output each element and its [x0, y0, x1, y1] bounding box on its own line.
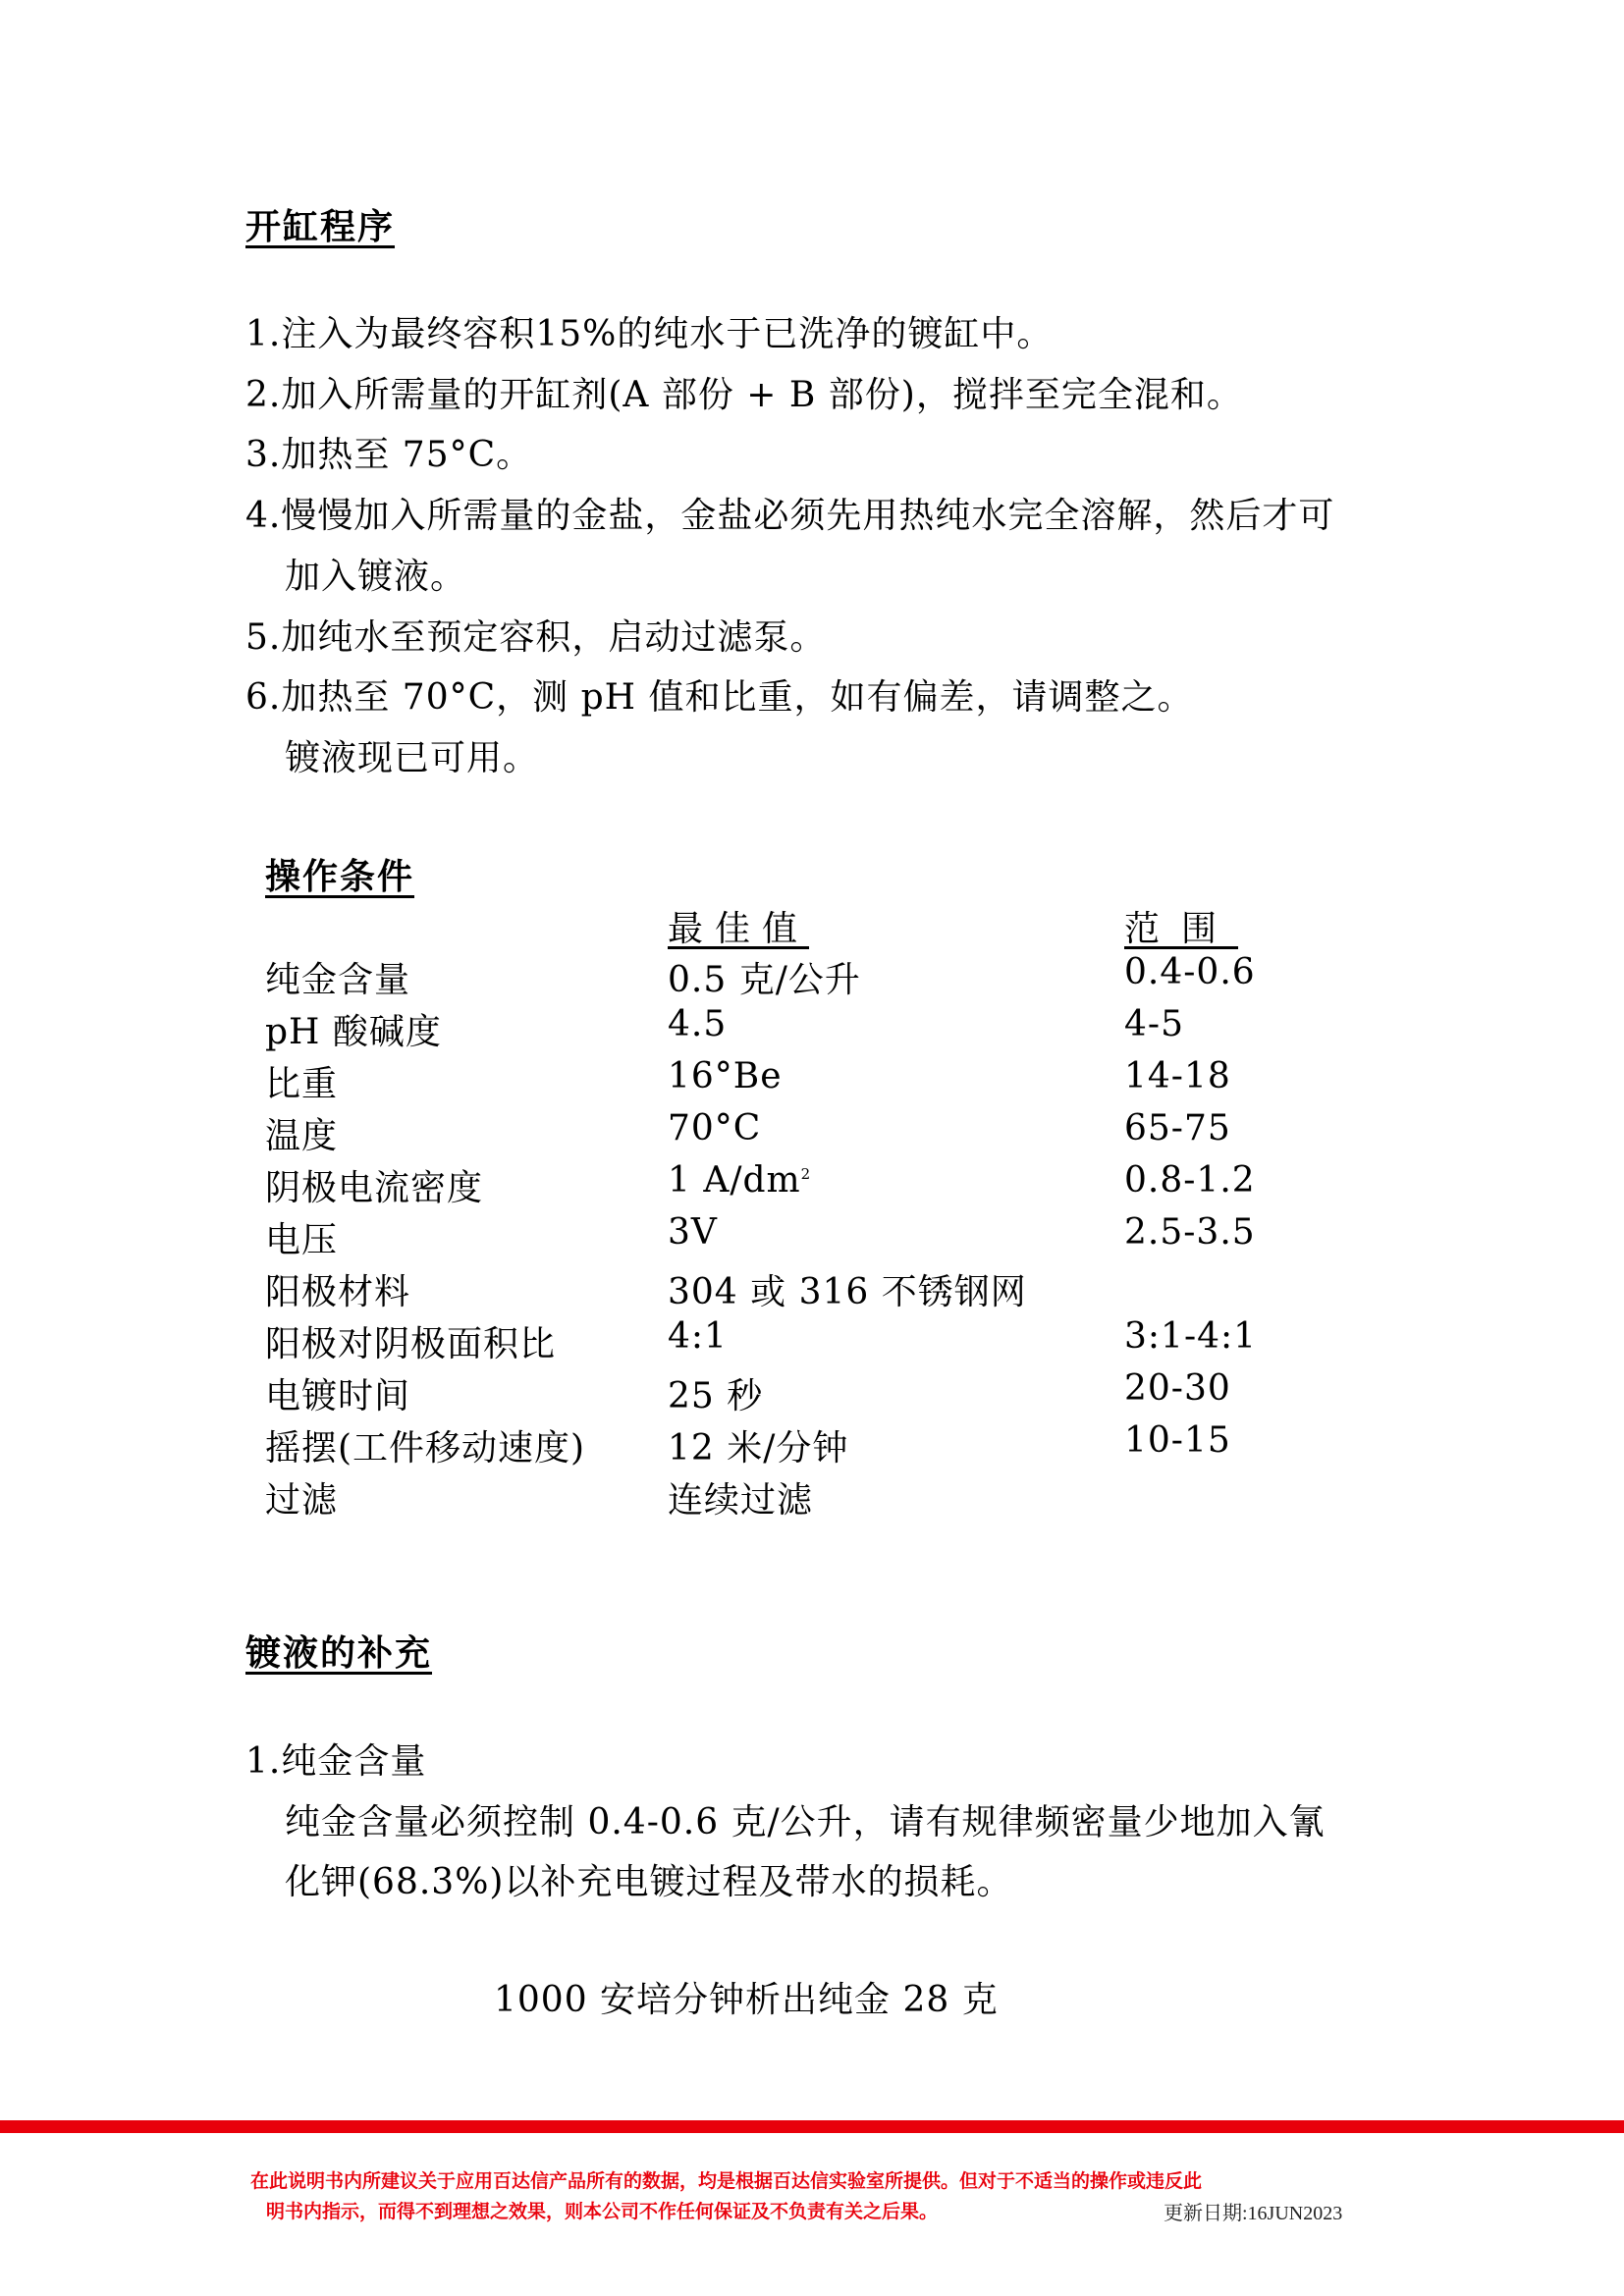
row-label: 电镀时间 — [265, 1376, 411, 1416]
row-optimal: 25 秒 — [668, 1376, 764, 1416]
row-label: 温度 — [265, 1116, 339, 1156]
row-label: 电压 — [265, 1220, 339, 1260]
replenish-item-body: 纯金含量必须控制 0.4-0.6 克/公升，请有规律频密量少地加入氰 — [285, 1802, 1326, 1842]
row-label: 阳极对阴极面积比 — [265, 1324, 557, 1364]
row-optimal: 0.5 克/公升 — [668, 960, 861, 1000]
row-optimal: 连续过滤 — [668, 1480, 814, 1521]
step-line: 5.加纯水至预定容积，启动过滤泵。 — [245, 617, 827, 658]
row-range: 14-18 — [1124, 1056, 1231, 1096]
row-optimal: 12 米/分钟 — [668, 1428, 849, 1468]
row-label: 比重 — [265, 1064, 339, 1104]
replenish-item-body: 化钾(68.3%)以补充电镀过程及带水的损耗。 — [285, 1862, 1013, 1902]
row-range: 3:1-4:1 — [1124, 1316, 1258, 1357]
row-optimal: 4:1 — [668, 1316, 728, 1357]
column-header-range: 范围 — [1124, 909, 1239, 949]
update-date: 更新日期:16JUN2023 — [1164, 2203, 1343, 2224]
disclaimer-line: 在此说明书内所建议关于应用百达信产品所有的数据，均是根据百达信实验室所提供。但对于不适当的操作或违反此 — [250, 2170, 1203, 2192]
row-optimal-text: 1 A/dm — [668, 1160, 801, 1201]
step-line: 2.加入所需量的开缸剂(A 部份 + B 部份)，搅拌至完全混和。 — [245, 375, 1243, 415]
row-optimal: 3V — [668, 1212, 718, 1253]
step-line: 1.注入为最终容积15%的纯水于已洗净的镀缸中。 — [245, 314, 1054, 354]
deposition-rate-note: 1000 安培分钟析出纯金 28 克 — [494, 1980, 999, 2020]
row-label: 纯金含量 — [265, 960, 411, 1000]
column-header-optimal: 最佳值 — [668, 909, 810, 949]
row-range: 10-15 — [1124, 1420, 1231, 1461]
row-range: 20-30 — [1124, 1368, 1231, 1409]
row-label: 阴极电流密度 — [265, 1168, 484, 1208]
step-line: 3.加热至 75°C。 — [245, 435, 533, 475]
row-label: 过滤 — [265, 1480, 339, 1521]
row-optimal — [668, 1160, 811, 1201]
section-title-operating-conditions: 操作条件 — [265, 856, 415, 897]
step-line-continued: 镀液现已可用。 — [285, 738, 540, 778]
row-label: 摇摆(工件移动速度) — [265, 1428, 586, 1468]
replenish-item-title: 1.纯金含量 — [245, 1741, 427, 1782]
row-range: 2.5-3.5 — [1124, 1212, 1256, 1253]
section-title-open-tank: 开缸程序 — [245, 206, 396, 247]
disclaimer-line: 明书内指示，而得不到理想之效果，则本公司不作任何保证及不负责有关之后果。 — [266, 2201, 939, 2222]
row-optimal: 4.5 — [668, 1004, 728, 1044]
row-range: 4-5 — [1124, 1004, 1184, 1044]
superscript-exponent: 2 — [800, 1165, 812, 1183]
row-label: 阳极材料 — [265, 1272, 411, 1312]
row-range: 65-75 — [1124, 1108, 1231, 1148]
row-optimal: 16°Be — [668, 1056, 783, 1096]
step-line: 4.慢慢加入所需量的金盐，金盐必须先用热纯水完全溶解，然后才可 — [245, 496, 1335, 536]
step-line-continued: 加入镀液。 — [285, 557, 467, 597]
row-range: 0.8-1.2 — [1124, 1160, 1256, 1201]
row-optimal: 304 或 316 不锈钢网 — [668, 1272, 1027, 1312]
row-optimal: 70°C — [668, 1108, 762, 1148]
step-line: 6.加热至 70°C，测 pH 值和比重，如有偏差，请调整之。 — [245, 677, 1194, 718]
row-range: 0.4-0.6 — [1124, 952, 1256, 992]
row-label: pH 酸碱度 — [265, 1012, 442, 1052]
footer-divider-bar — [0, 2120, 1624, 2133]
section-title-replenishment: 镀液的补充 — [245, 1632, 433, 1674]
